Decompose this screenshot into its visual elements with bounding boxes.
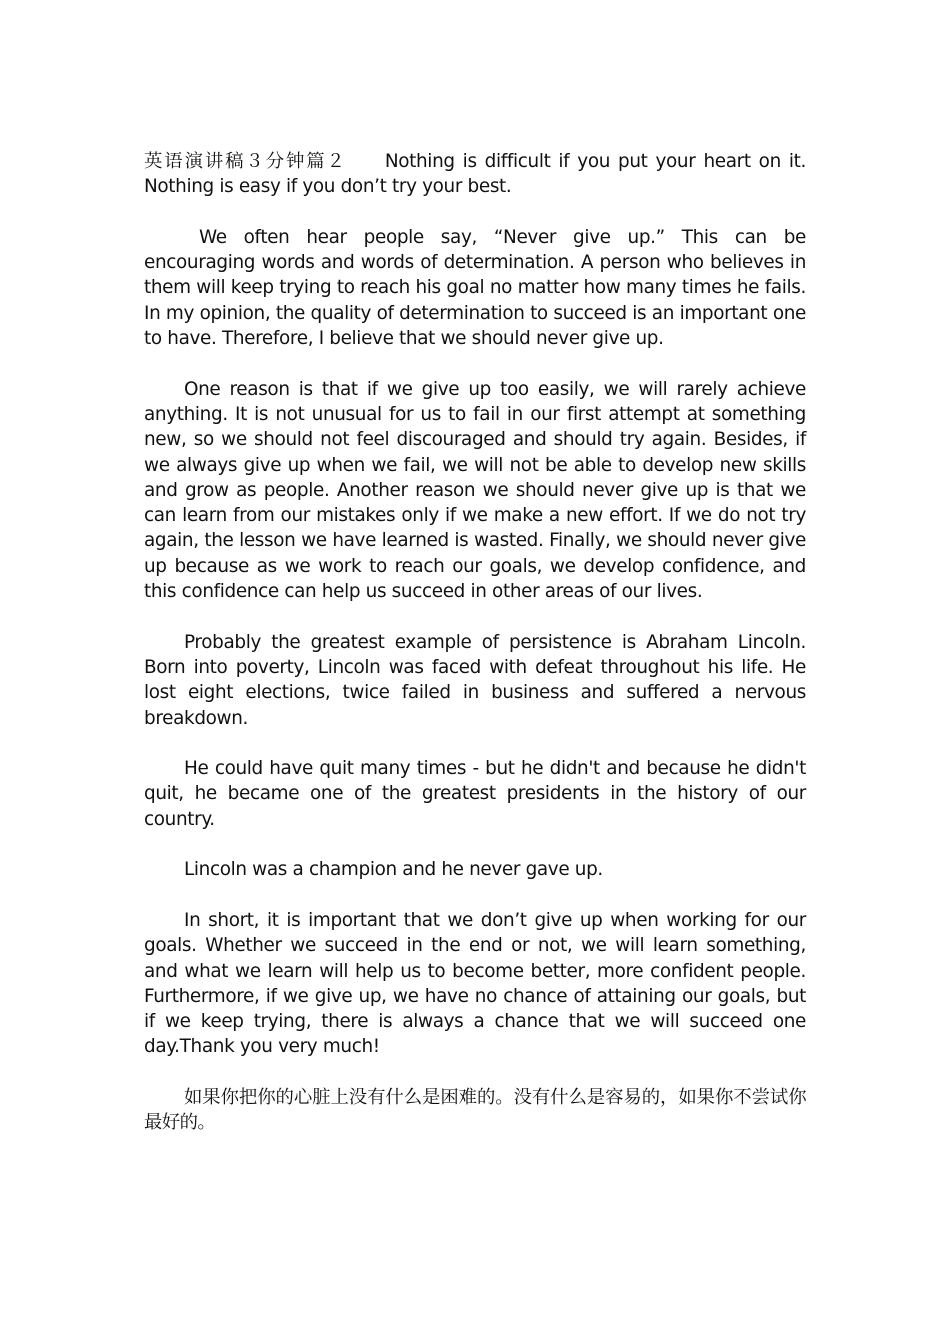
document-page — [144, 149, 806, 1161]
paragraph-never-give-up: We often hear people say, “Never give up.” This can be encouraging words and words of determination. A person who believes in them will keep trying to reach his goal no matter how many times he fails. In my opinion, the quality of determination to succeed is an important one to have. Therefore, I believe that we should never give up. — [144, 226, 806, 350]
document-title: 英语演讲稿３分钟篇２ — [144, 151, 347, 172]
paragraph-chinese-translation: 如果你把你的心脏上没有什么是困难的。没有什么是容易的，如果你不尝试你最好的。 — [144, 1086, 806, 1134]
opening-paragraph — [144, 149, 806, 200]
paragraph-conclusion: In short, it is important that we don’t give up when working for our goals. Whether we succeed in the end or not, we will learn something, and what we learn will help us to become better, more confident people. Furthermore, if we give up, we have no chance of attaining our goals, but if we keep trying, there is always a chance that we will succeed one day.Thank you very much! — [144, 909, 806, 1058]
opening-text: Nothing is difficult if you put your heart on it. Nothing is easy if you don’t try your best. — [144, 151, 806, 198]
paragraph-reasons: One reason is that if we give up too easily, we will rarely achieve anything. It is not unusual for us to fail in our first attempt at something new, so we should not feel discouraged and should try again. Besides, if we always give up when we fail, we will not be able to develop new skills and grow as people. Another reason we should never give up is that we can learn from our mistakes only if we make a new effort. If we do not try again, the lesson we have learned is wasted. Finally, we should never give up because as we work to reach our goals, we develop confidence, and this confidence can help us succeed in other areas of our lives. — [144, 378, 806, 603]
paragraph-could-have-quit: He could have quit many times - but he didn't and because he didn't quit, he became one of the greatest presidents in the history of our country. — [144, 758, 806, 830]
paragraph-lincoln-example: Probably the greatest example of persistence is Abraham Lincoln. Born into poverty, Lincoln was faced with defeat throughout his life. He lost eight elections, twice failed in business and suffered a nervous breakdown. — [144, 631, 806, 729]
paragraph-champion: Lincoln was a champion and he never gave up. — [184, 859, 603, 881]
